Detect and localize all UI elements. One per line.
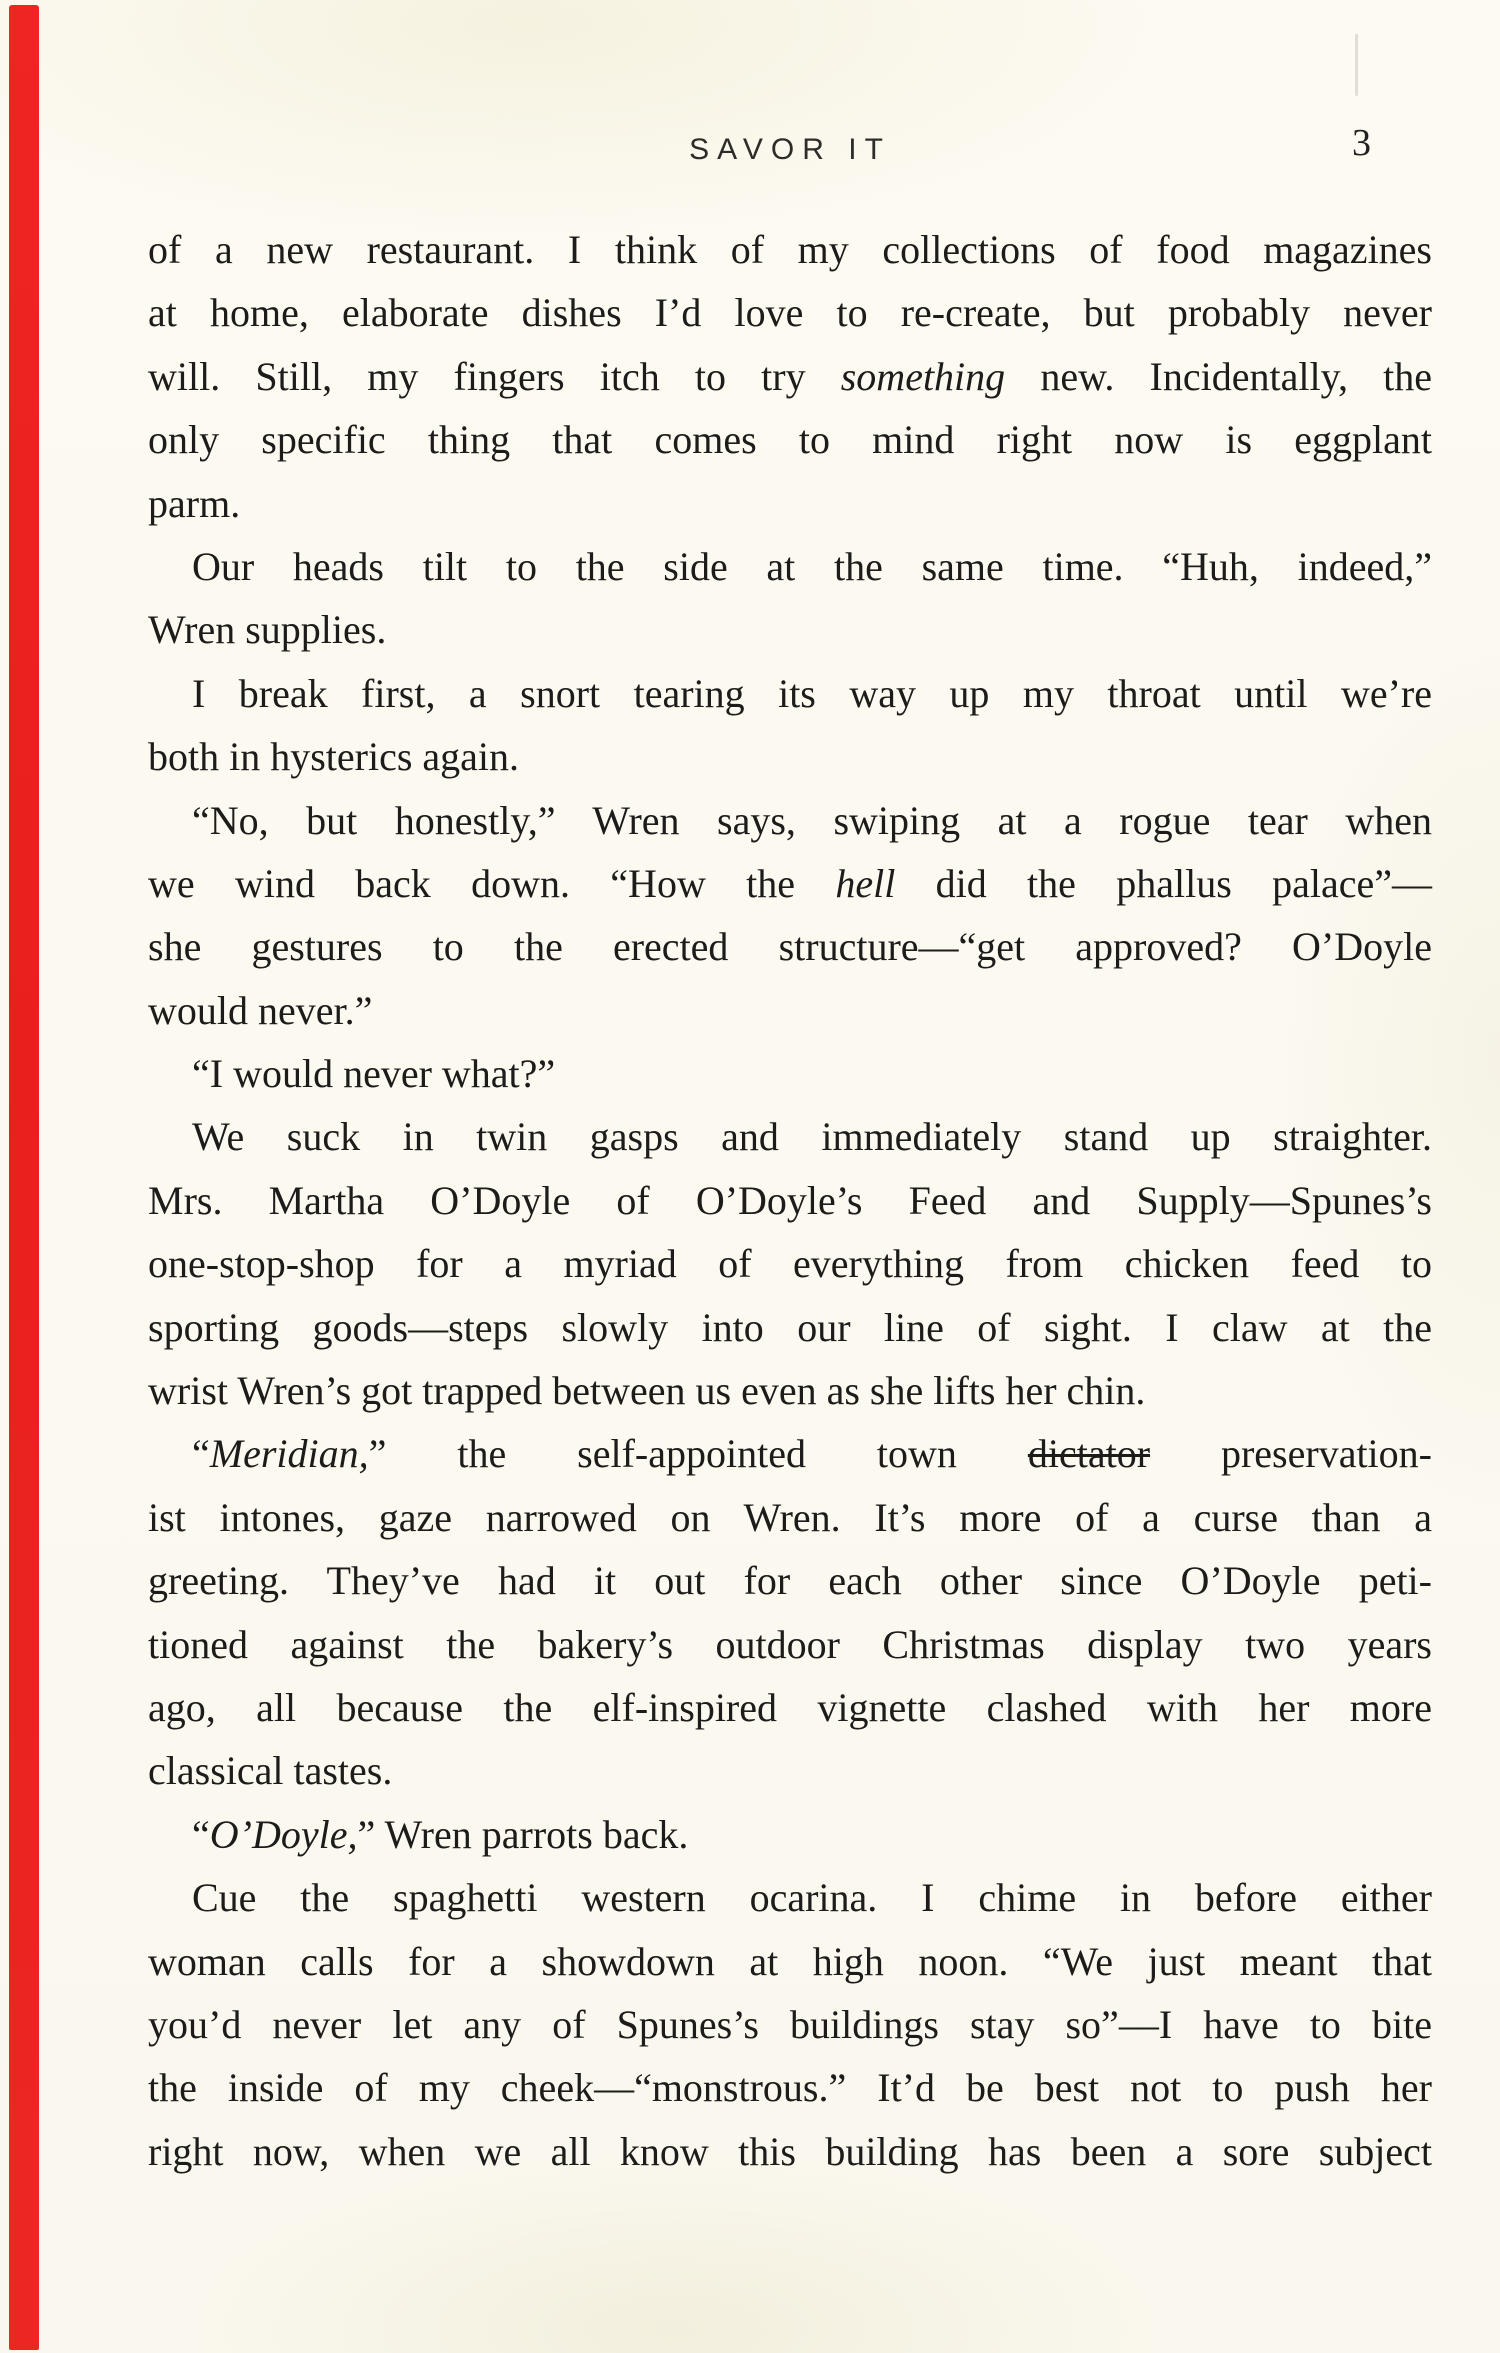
body-line	[148, 1803, 1432, 1866]
body-text	[148, 218, 1432, 2183]
text-segment: of a new restaurant. I think of my collections of food magazines	[148, 227, 1432, 272]
struck-word: dictator	[1027, 1431, 1151, 1477]
body-line	[148, 345, 1432, 408]
text-segment: ” the self-appointed town	[368, 1431, 1028, 1477]
body-line	[148, 725, 1432, 788]
body-line	[148, 1105, 1432, 1168]
text-segment: tioned against the bakery’s outdoor Christmas display two years	[148, 1621, 1432, 1667]
text-segment: sporting goods—steps slowly into our line of sight. I claw at the	[148, 1304, 1432, 1350]
italic-text: O’Doyle,	[209, 1811, 358, 1857]
text-segment: Wren supplies.	[148, 607, 387, 653]
body-line	[148, 1866, 1432, 1929]
text-segment: at home, elaborate dishes I’d love to re-create, but probably never	[148, 290, 1432, 336]
text-segment: only specific thing that comes to mind right now is eggplant	[148, 417, 1432, 463]
text-segment: greeting. They’ve had it out for each other since O’Doyle peti-	[148, 1558, 1432, 1604]
body-line	[148, 1676, 1432, 1739]
body-line	[148, 472, 1432, 535]
text-segment: Our heads tilt to the side at the same time. “Huh, indeed,”	[192, 543, 1432, 589]
body-line	[148, 1549, 1432, 1612]
text-segment: parm.	[148, 480, 241, 526]
text-segment: one-stop-shop for a myriad of everything from chicken feed to	[148, 1241, 1432, 1287]
body-line	[148, 218, 1432, 281]
text-segment: classical tastes.	[148, 1748, 393, 1794]
body-line	[148, 662, 1432, 725]
body-line	[148, 281, 1432, 344]
body-line	[148, 1613, 1432, 1676]
text-segment: Cue the spaghetti western ocarina. I chime in before either	[192, 1875, 1432, 1921]
text-segment: both in hysterics again.	[148, 734, 520, 780]
body-line	[148, 1422, 1432, 1485]
red-cover-edge	[9, 5, 39, 2350]
body-line	[148, 915, 1432, 978]
body-line	[148, 408, 1432, 471]
text-segment: wrist Wren’s got trapped between us even as she lifts her chin.	[148, 1368, 1146, 1414]
body-line	[148, 2056, 1432, 2119]
scan-artifact-mark	[1355, 34, 1358, 96]
body-line	[148, 1486, 1432, 1549]
text-segment: “No, but honestly,” Wren says, swiping at a rogue tear when	[192, 797, 1432, 843]
body-line	[148, 852, 1432, 915]
text-segment: ist intones, gaze narrowed on Wren. It’s more of a curse than a	[148, 1494, 1432, 1540]
text-segment: ago, all because the elf-inspired vignette clashed with her more	[148, 1684, 1432, 1730]
text-segment: we wind back down. “How the	[148, 860, 836, 906]
text-segment: the inside of my cheek—“monstrous.” It’d be best not to push her	[148, 2065, 1432, 2111]
text-segment: I break first, a snort tearing its way up my throat until we’re	[192, 670, 1432, 716]
body-line	[148, 535, 1432, 598]
text-segment: We suck in twin gasps and immediately stand up straighter.	[192, 1114, 1432, 1160]
body-line	[148, 1359, 1432, 1422]
text-segment: right now, when we all know this building has been a sore subject	[148, 2128, 1432, 2174]
body-line	[148, 1930, 1432, 1993]
page-number: 3	[1352, 122, 1371, 164]
text-segment: preservation-	[1150, 1431, 1432, 1477]
body-line	[148, 1296, 1432, 1359]
text-segment: she gestures to the erected structure—“get approved? O’Doyle	[148, 924, 1432, 970]
text-segment: new. Incidentally, the	[1005, 353, 1432, 399]
italic-text: hell	[835, 860, 896, 906]
text-segment: will. Still, my fingers itch to try	[148, 353, 841, 399]
text-segment: “	[192, 1431, 210, 1477]
body-line	[148, 2120, 1432, 2183]
text-segment: “I would never what?”	[192, 1051, 556, 1097]
text-segment: Mrs. Martha O’Doyle of O’Doyle’s Feed and Supply—Spunes’s	[148, 1177, 1432, 1223]
body-line	[148, 979, 1432, 1042]
text-segment: ” Wren parrots back.	[357, 1811, 689, 1857]
body-line	[148, 1042, 1432, 1105]
text-segment: woman calls for a showdown at high noon. “We just meant that	[148, 1938, 1432, 1984]
body-line	[148, 789, 1432, 852]
body-line	[148, 1169, 1432, 1232]
text-segment: “	[192, 1811, 210, 1857]
text-segment: would never.”	[148, 987, 373, 1033]
italic-text: something	[840, 353, 1006, 399]
body-line	[148, 598, 1432, 661]
body-line	[148, 1993, 1432, 2056]
text-segment: you’d never let any of Spunes’s buildings stay so”—I have to bite	[148, 2001, 1432, 2047]
running-header-title: SAVOR IT	[689, 133, 891, 166]
text-segment: did the phallus palace”—	[895, 860, 1432, 906]
italic-text: Meridian,	[209, 1431, 369, 1477]
body-line	[148, 1739, 1432, 1802]
body-line	[148, 1232, 1432, 1295]
